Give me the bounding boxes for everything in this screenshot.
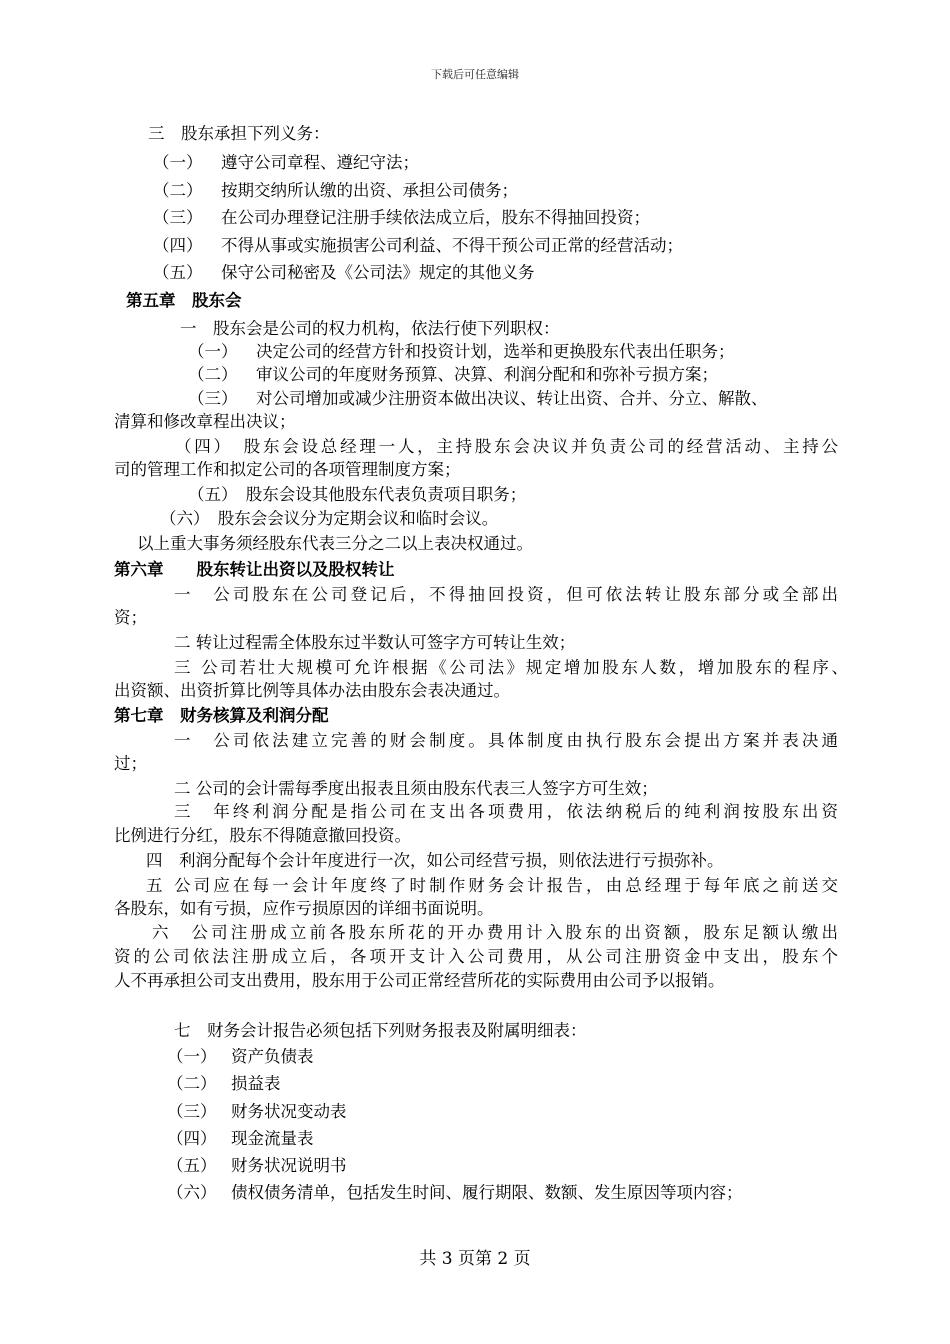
item-number: （六）: [167, 1183, 217, 1202]
clause-text: （五） 股东会设其他股东代表负责项目职务；: [188, 485, 527, 504]
item-text: 损益表: [231, 1074, 281, 1093]
item-text: 决定公司的经营方针和投资计划，选举和更换股东代表出任职务；: [256, 342, 735, 361]
clause-text: 二 公司的会计需每季度出报表且须由股东代表三人签字方可生效；: [174, 779, 658, 798]
item-number: （二）: [167, 1074, 217, 1093]
list-item: [188, 388, 768, 410]
clause-text: 资；: [114, 608, 147, 627]
item-text: 财务状况变动表: [231, 1102, 347, 1121]
clause-text: 五 公司应在每一会计年度终了时制作财务会计报告，由总经理于每年底之前送交: [146, 876, 838, 895]
item-text: 按期交纳所认缴的出资、承担公司债务；: [221, 181, 518, 200]
clause-text: 出资额、出资折算比例等具体办法由股东会表决通过。: [114, 681, 510, 700]
item-number: （五）: [167, 1156, 217, 1175]
clause-text: 一 股东会是公司的权力机构，依法行使下列职权：: [180, 319, 560, 338]
item-number: （五）: [153, 263, 203, 282]
clause-text: 七 财务会计报告必须包括下列财务报表及附属明细表：: [174, 1021, 587, 1040]
item-number: （三）: [188, 389, 238, 408]
item-number: （二）: [188, 365, 238, 384]
item-text: 保守公司秘密及《公司法》规定的其他义务: [221, 263, 535, 282]
clause-text: 以上重大事务须经股东代表三分之二以上表决权通过。: [137, 534, 533, 553]
clause-text: 资的公司依法注册成立后，各项开支计入公司费用，从公司注册资金中支出，股东个: [114, 947, 838, 966]
page-header: 下载后可任意编辑: [431, 68, 519, 81]
item-text: 审议公司的年度财务预算、决算、利润分配和和弥补亏损方案；: [256, 365, 718, 384]
item-text: 资产负债表: [231, 1047, 314, 1066]
list-item: [167, 1182, 743, 1204]
clause-text: 三 年终利润分配是指公司在支出各项费用，依法纳税后的纯利润按股东出资: [174, 802, 838, 821]
list-item: [167, 1073, 281, 1095]
clause-text: 四 利润分配每个会计年度进行一次，如公司经营亏损，则依法进行亏损弥补。: [146, 851, 724, 870]
list-item: [153, 152, 419, 174]
item-number: （一）: [167, 1047, 217, 1066]
item-number: （三）: [167, 1102, 217, 1121]
clause-text: 各股东，如有亏损，应作亏损原因的详细书面说明。: [114, 899, 494, 918]
item-number: （一）: [153, 153, 203, 172]
item-text: 遵守公司章程、遵纪守法；: [221, 153, 419, 172]
chapter-6-heading: 第六章 股东转让出资以及股权转让: [114, 560, 395, 579]
list-item: [167, 1046, 314, 1068]
item-text: 在公司办理登记注册手续依法成立后，股东不得抽回投资；: [221, 208, 650, 227]
list-item: [188, 364, 718, 386]
clause-text: 一 公司股东在公司登记后，不得抽回投资，但可依法转让股东部分或全部出: [174, 585, 838, 604]
item-text: 债权债务清单，包括发生时间、履行期限、数额、发生原因等项内容；: [231, 1183, 743, 1202]
clause-text: 比例进行分红，股东不得随意撤回投资。: [114, 826, 411, 845]
list-item: [153, 262, 535, 284]
clause-text: （六） 股东会会议分为定期会议和临时会议。: [160, 509, 499, 528]
clause-text: （四） 股东会设总经理一人，主持股东会决议并负责公司的经营活动、主持公: [175, 437, 838, 456]
list-item: [153, 235, 683, 257]
item-text: 现金流量表: [231, 1129, 314, 1148]
list-item: [188, 341, 735, 363]
page-footer: 共 3 页第 2 页: [419, 1249, 531, 1269]
list-item: [153, 207, 650, 229]
clause-text: 司的管理工作和拟定公司的各项管理制度方案；: [114, 460, 461, 479]
item-number: （三）: [153, 208, 203, 227]
clause-text: 六 公司注册成立前各股东所花的开办费用计入股东的出资额，股东足额认缴出: [152, 923, 838, 942]
clause-text: 三 公司若壮大规模可允许根据《公司法》规定增加股东人数，增加股东的程序、: [174, 658, 848, 677]
item-number: （四）: [167, 1129, 217, 1148]
list-item: [153, 180, 518, 202]
chapter-5-heading: 第五章 股东会: [126, 291, 242, 310]
list-item: [167, 1101, 347, 1123]
item-number: （一）: [188, 342, 238, 361]
clause-text: 一 公司依法建立完善的财会制度。具体制度由执行股东会提出方案并表决通: [174, 731, 838, 750]
clause-3-title: 三 股东承担下列义务：: [148, 124, 330, 143]
item-text: 对公司增加或减少注册资本做出决议、转让出资、合并、分立、解散、: [256, 389, 768, 408]
clause-text: 过；: [114, 754, 147, 773]
item-number: （二）: [153, 181, 203, 200]
clause-text: 清算和修改章程出决议；: [114, 412, 296, 431]
clause-text: 二 转让过程需全体股东过半数认可签字方可转让生效；: [174, 633, 576, 652]
clause-text: 人不再承担公司支出费用，股东用于公司正常经营所花的实际费用由公司予以报销。: [114, 971, 725, 990]
list-item: [167, 1155, 347, 1177]
item-text: 不得从事或实施损害公司利益、不得干预公司正常的经营活动；: [221, 236, 683, 255]
chapter-7-heading: 第七章 财务核算及利润分配: [114, 706, 329, 725]
item-number: （四）: [153, 236, 203, 255]
list-item: [167, 1128, 314, 1150]
item-text: 财务状况说明书: [231, 1156, 347, 1175]
